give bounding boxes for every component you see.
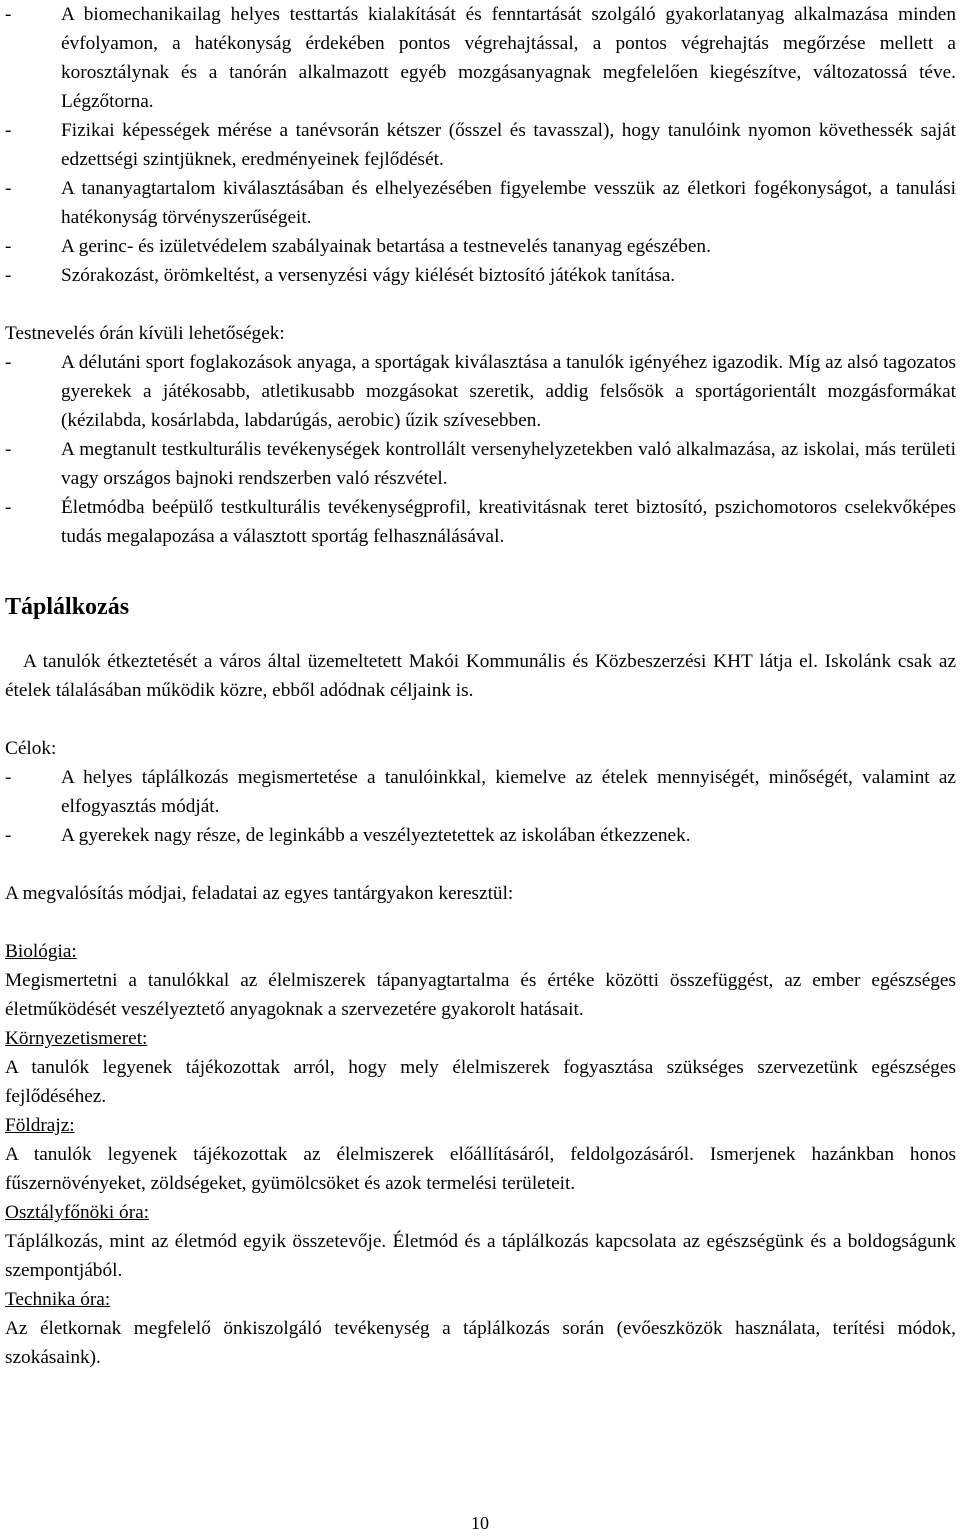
subject-text: A tanulók legyenek tájékozottak az élelmiszerek előállításáról, feldolgozásáról. Ismerjenek hazánkban honos fűszernövényeket, zöldségeket, gyümölcsöket és azok termelési területeit. xyxy=(5,1144,956,1194)
list-item-text: A biomechanikailag helyes testtartás kialakítását és fenntartását szolgáló gyakorlatanyag alkalmazása minden évfolyamon, a hatékonyság érdekében pontos végrehajtással, a pontos végrehajtás megőrzése mellett a korosztálynak és a tanórán alkalmazott egyéb mozgásanyagnak megfelelően kiegészítve, változatossá téve. Légzőtorna. xyxy=(61,4,956,112)
dash-bullet: - xyxy=(5,265,12,286)
subject-block xyxy=(5,1111,956,1198)
dash-bullet: - xyxy=(5,825,12,846)
subject-text: Táplálkozás, mint az életmód egyik összetevője. Életmód és a táplálkozás kapcsolata az egészségünk és a boldogságunk szempontjából. xyxy=(5,1231,956,1281)
list-item-text: Fizikai képességek mérése a tanévsorán kétszer (ősszel és tavasszal), hogy tanulóink nyomon követhessék saját edzettségi szintjüknek, eredményeinek fejlődését. xyxy=(61,120,956,170)
nutrition-goals-list xyxy=(5,763,956,850)
list-item-text: A helyes táplálkozás megismertetése a tanulóinkkal, kiemelve az ételek mennyiségét, minőségét, valamint az elfogyasztás módját. xyxy=(61,767,956,817)
list-item xyxy=(5,763,956,821)
dash-bullet: - xyxy=(5,352,12,373)
section-heading: Táplálkozás xyxy=(5,594,130,620)
dash-bullet: - xyxy=(5,178,12,199)
subject-block xyxy=(5,1198,956,1285)
list-item-text: A délutáni sport foglakozások anyaga, a sportágak kiválasztása a tanulók igényéhez igazodik. Míg az alsó tagozatos gyerekek a játékosabb, atletikusabb mozgásokat szeretik, addig felsősök a sportágorientált mozgásformákat (kézilabda, kosárlabda, labdarúgás, aerobic) űzik szívesebben. xyxy=(61,352,956,431)
list-item xyxy=(5,232,956,261)
list-item xyxy=(5,821,956,850)
subject-block xyxy=(5,1285,956,1372)
dash-bullet: - xyxy=(5,767,12,788)
nutrition-intro: A tanulók étkeztetését a város által üzemeltetett Makói Kommunális és Közbeszerzési KHT látja el. Iskolánk csak az ételek tálalásában működik közre, ebből adódnak céljaink is. xyxy=(5,651,956,701)
list-item xyxy=(5,0,956,116)
subject-name: Biológia: xyxy=(5,941,77,962)
dash-bullet: - xyxy=(5,236,12,257)
list-item-text: A gerinc- és izületvédelem szabályainak betartása a testnevelés tananyag egészében. xyxy=(61,236,711,257)
subject-name: Környezetismeret: xyxy=(5,1028,148,1049)
list-item xyxy=(5,116,956,174)
subject-text: Megismertetni a tanulókkal az élelmiszerek tápanyagtartalma és értéke közötti összefüggést, az ember egészséges életműködését veszélyeztető anyagoknak a szervezetére gyakorolt hatásait. xyxy=(5,970,956,1020)
dash-bullet: - xyxy=(5,4,12,25)
list-item-text: A gyerekek nagy része, de leginkább a veszélyeztetettek az iskolában étkezzenek. xyxy=(61,825,691,846)
methods-title: A megvalósítás módjai, feladatai az egyes tantárgyakon keresztül: xyxy=(5,883,514,904)
subject-name: Osztályfőnöki óra: xyxy=(5,1202,150,1223)
list-item-text: A megtanult testkulturális tevékenységek kontrollált versenyhelyzetekben való alkalmazása, az iskolai, más területi vagy országos bajnoki rendszerben való részvétel. xyxy=(61,439,956,489)
list-item xyxy=(5,348,956,435)
page-number: 10 xyxy=(471,1513,489,1533)
dash-bullet: - xyxy=(5,439,12,460)
subject-text: Az életkornak megfelelő önkiszolgáló tevékenység a táplálkozás során (evőeszközök használata, terítési módok, szokásaink). xyxy=(5,1318,956,1368)
subject-block xyxy=(5,1024,956,1111)
list-item xyxy=(5,174,956,232)
subject-block xyxy=(5,937,956,1024)
subject-name: Földrajz: xyxy=(5,1115,75,1136)
document-page xyxy=(5,0,956,1372)
list-item-text: A tananyagtartalom kiválasztásában és elhelyezésében figyelembe vesszük az életkori fogékonyságot, a tanulási hatékonyság törvényszerűségeit. xyxy=(61,178,956,228)
dash-bullet: - xyxy=(5,497,12,518)
outside-pe-list xyxy=(5,348,956,551)
list-item xyxy=(5,261,956,290)
pe-goals-list xyxy=(5,0,956,290)
list-item-text: Életmódba beépülő testkulturális tevékenységprofil, kreativitásnak teret biztosító, pszichomotoros cselekvőképes tudás megalapozása a választott sportág felhasználásával. xyxy=(61,497,956,547)
list-item xyxy=(5,435,956,493)
list-item xyxy=(5,493,956,551)
subject-text: A tanulók legyenek tájékozottak arról, hogy mely élelmiszerek fogyasztása szükséges szervezetünk egészséges fejlődéséhez. xyxy=(5,1057,956,1107)
outside-pe-title: Testnevelés órán kívüli lehetőségek: xyxy=(5,323,285,344)
list-item-text: Szórakozást, örömkeltést, a versenyzési vágy kiélését biztosító játékok tanítása. xyxy=(61,265,676,286)
subject-name: Technika óra: xyxy=(5,1289,111,1310)
goals-title: Célok: xyxy=(5,738,57,759)
dash-bullet: - xyxy=(5,120,12,141)
